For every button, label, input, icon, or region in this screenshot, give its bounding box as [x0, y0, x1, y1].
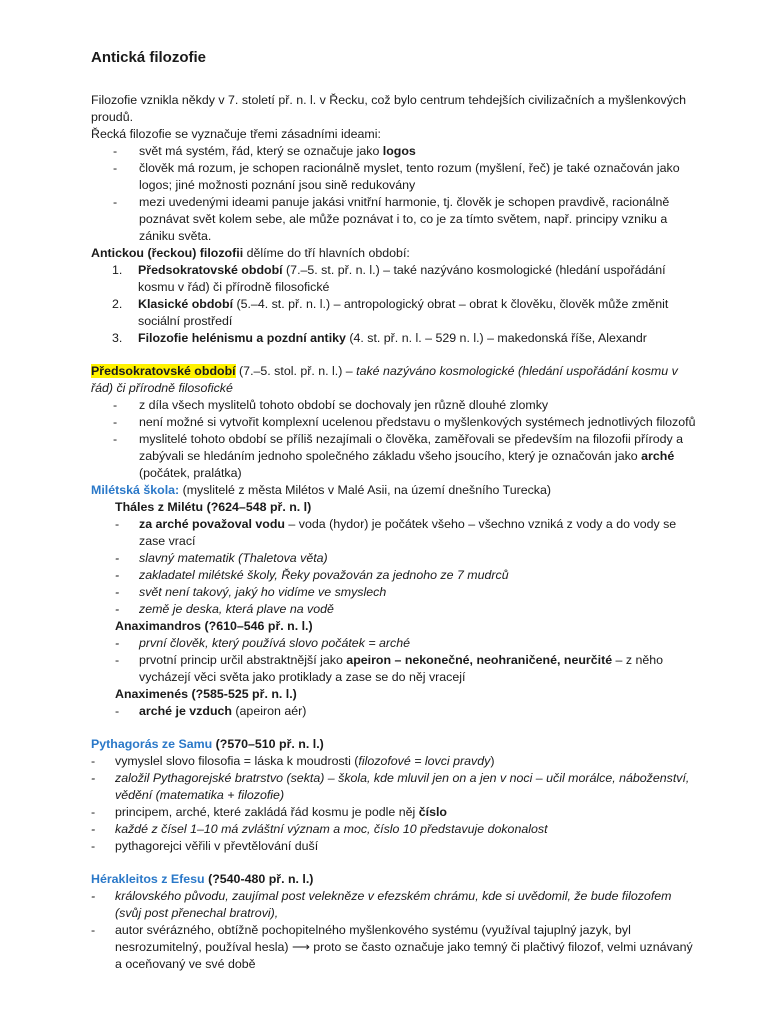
list-item: - královského původu, zaujímal post velekněze v efezském chrámu, kde si uvědomil, že bude filozofem (svůj post přenechal bratrovi),: [115, 888, 698, 922]
list-item: - není možné si vytvořit komplexní ucelenou představu o myšlenkových systémech jednotlivých filozofů: [139, 414, 698, 431]
pythagoras-heading: Pythagorás ze Samu (?570–510 př. n. l.): [91, 737, 324, 751]
list-item: 3. Filozofie helénismu a pozdní antiky (4. st. př. n. l. – 529 n. l.) – makedonská říše, Alexandr: [138, 330, 698, 347]
philosopher-name: Anaximandros (?610–546 př. n. l.): [115, 619, 313, 633]
anaximandros-list: [115, 635, 698, 686]
list-item: - zakladatel milétské školy, Řeky považován za jednoho ze 7 mudrců: [115, 567, 698, 584]
intro-ideas-lead: Řecká filozofie se vyznačuje třemi zásadními ideami:: [91, 127, 381, 141]
miletus-heading: Milétská škola: (myslitelé z města Milétos v Malé Asii, na území dnešního Turecka): [91, 483, 552, 497]
list-item: - prvotní princip určil abstraktnější jako apeiron – nekonečné, neohraničené, neurčité – z něho vycházejí věci světa jako protiklady a zase se do něj vracejí: [115, 652, 698, 686]
presocratic-list: [91, 397, 698, 482]
list-item: - každé z čísel 1–10 má zvláštní význam a moc, číslo 10 představuje dokonalost: [115, 821, 698, 838]
presocratic-heading: Předsokratovské období (7.–5. stol. př. n. l.) – také nazýváno kosmologické (hledání uspořádání kosmu v řád) či přírodně filosofické: [91, 364, 678, 395]
list-item: - svět má systém, řád, který se označuje jako logos: [139, 143, 698, 160]
list-item: 2. Klasické období (5.–4. st. př. n. l.) – antropologický obrat – obrat k člověku, člověk může změnit sociální prostředí: [138, 296, 698, 330]
heraclitus-list: [91, 888, 698, 973]
list-item: - první člověk, který používá slovo počátek = arché: [115, 635, 698, 652]
list-item: - slavný matematik (Thaletova věta): [115, 550, 698, 567]
thales-list: [115, 516, 698, 618]
list-item: - člověk má rozum, je schopen racionálně myslet, tento rozum (myšlení, řeč) je také označován jako logos; jiné možnosti poznání jsou sině redukovány: [139, 160, 698, 194]
list-item: - myslitelé tohoto období se příliš nezajímali o člověka, zaměřovali se především na filozofii přírody a zabývali se hledáním jednoho společného základu všeho jsoucího, který je označován jako arché (počátek, pralátka): [139, 431, 698, 482]
heraclitus-heading: Hérakleitos z Efesu (?540-480 př. n. l.): [91, 872, 314, 886]
list-item: - autor svérázného, obtížně pochopitelného myšlenkového systému (využíval tajuplný jazyk, byl nesrozumitelný, používal hesla) ⟶ proto se často označuje jako temný či plačtivý filozof, velmi uznávaný a oceňovaný ve své době: [115, 922, 698, 973]
periods-list: [91, 262, 698, 347]
list-item: - vymyslel slovo filosofia = láska k moudrosti (filozofové = lovci pravdy): [115, 753, 698, 770]
list-item: - arché je vzduch (apeiron aér): [115, 703, 698, 720]
page-title: Antická filozofie: [91, 49, 207, 66]
list-item: - z díla všech myslitelů tohoto období se dochovaly jen různě dlouhé zlomky: [139, 397, 698, 414]
philosopher-name: Anaximenés (?585-525 př. n. l.): [115, 687, 297, 701]
ideas-list: [91, 143, 698, 245]
thales-section: [91, 499, 698, 720]
list-item: - svět není takový, jaký ho vidíme ve smyslech: [115, 584, 698, 601]
intro-paragraph: Filozofie vznikla někdy v 7. století př. n. l. v Řecku, což bylo centrum tehdejších civilizačních a myšlenkových proudů.: [91, 93, 686, 124]
anaximenes-list: [115, 703, 698, 720]
list-item: 1. Předsokratovské období (7.–5. st. př. n. l.) – také nazýváno kosmologické (hledání uspořádání kosmu v řád) či přírodně filosofické: [138, 262, 698, 296]
list-item: - pythagorejci věřili v převtělování duší: [115, 838, 698, 855]
list-item: - založil Pythagorejské bratrstvo (sekta) – škola, kde mluvil jen on a jen v noci – učil morálce, náboženství, vědění (matematika + filozofie): [115, 770, 698, 804]
list-item: - principem, arché, které zakládá řád kosmu je podle něj číslo: [115, 804, 698, 821]
list-item: - za arché považoval vodu – voda (hydor) je počátek všeho – všechno vzniká z vody a do vody se zase vrací: [115, 516, 698, 550]
periods-lead: Antickou (řeckou) filozofii dělíme do tří hlavních období:: [91, 246, 410, 260]
philosopher-name: Tháles z Milétu (?624–548 př. n. l): [115, 500, 312, 514]
list-item: - země je deska, která plave na vodě: [115, 601, 698, 618]
pythagoras-list: [91, 753, 698, 855]
list-item: - mezi uvedenými ideami panuje jakási vnitřní harmonie, tj. člověk je schopen pravdivě, racionálně poznávat svět kolem sebe, ale může poznávat i to, co je za tímto světem, např. principy vzniku a zániku světa.: [139, 194, 698, 245]
